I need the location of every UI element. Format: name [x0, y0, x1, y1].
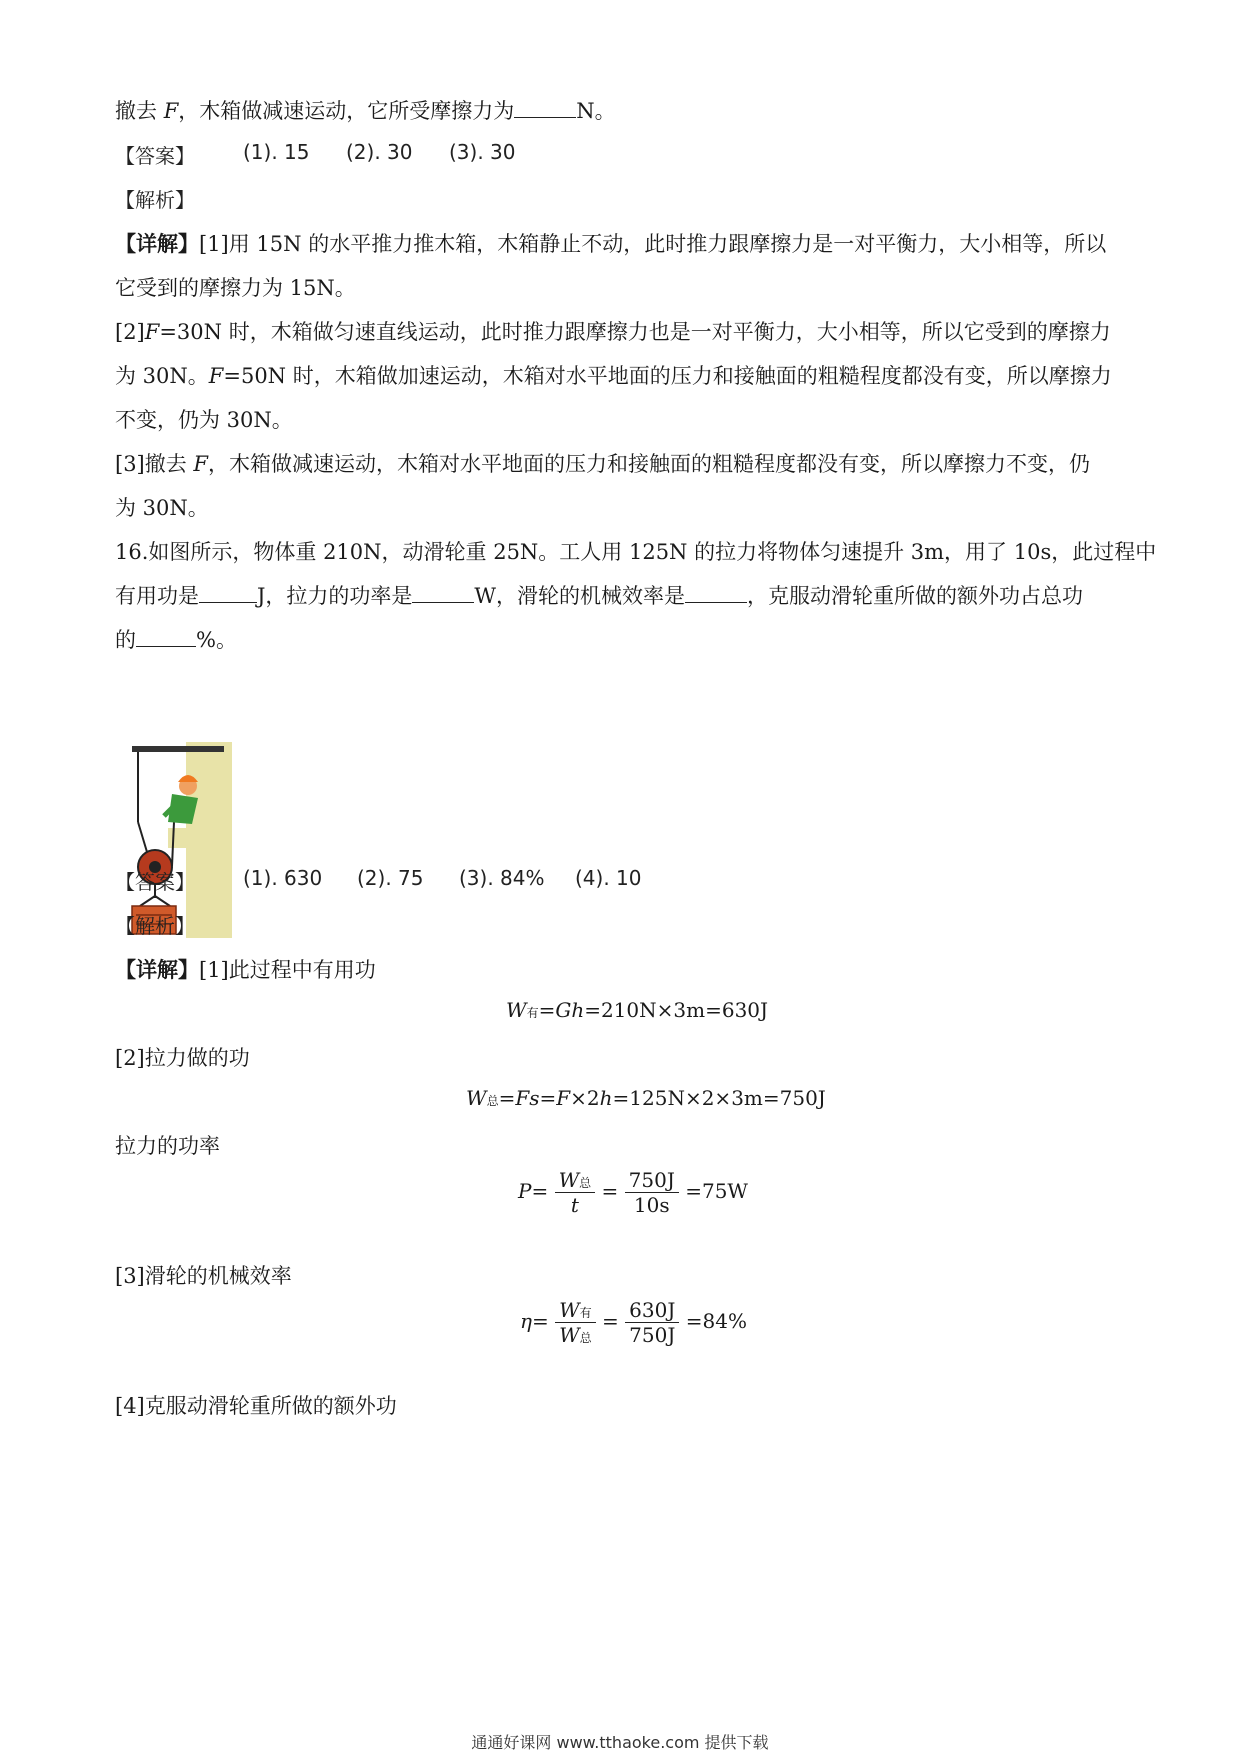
question-16-line-3: 的 %。	[115, 628, 237, 652]
detail-paragraph-2b: 为 30N。F=50N 时，木箱做加速运动，木箱对水平地面的压力和接触面的粗糙程度都没有变，所以摩擦力	[115, 364, 1112, 388]
detail-step-4: [3]滑轮的机械效率	[115, 1264, 292, 1288]
detail-step-3: 拉力的功率	[115, 1134, 220, 1158]
answer-1: (1). 15	[243, 140, 310, 164]
question-15-tail: 撤去 F，木箱做减速运动，它所受摩擦力为 N。	[115, 99, 616, 123]
answer-2: (2). 30	[346, 140, 413, 164]
answer-4: (4). 10	[575, 866, 642, 890]
analysis-tag: 【解析】	[115, 188, 195, 212]
detail-paragraph-1b: 它受到的摩擦力为 15N。	[115, 276, 356, 300]
equation-total-work: W总=Fs=F×2h=125N×2×3m=750J	[466, 1086, 826, 1110]
detail-paragraph-1a: 【详解】[1]用 15N 的水平推力推木箱，木箱静止不动，此时推力跟摩擦力是一对平衡力，大小相等，所以	[115, 231, 1107, 256]
equation-efficiency: η= $\frac{\text{W有}}{\text{W总}}$ = $\frac{630J}{750J}$ =84%	[520, 1298, 747, 1347]
footer: 通通好课网 www.tthaoke.com 提供下载	[471, 1733, 769, 1752]
detail-paragraph-2c: 不变，仍为 30N。	[115, 408, 293, 432]
answer-row-15	[115, 140, 715, 170]
detail-step-1: 【详解】[1]此过程中有用功	[115, 957, 376, 982]
detail-step-5: [4]克服动滑轮重所做的额外功	[115, 1394, 397, 1418]
detail-paragraph-2a: [2]F=30N 时，木箱做匀速直线运动，此时推力跟摩擦力也是一对平衡力，大小相等，所以它受到的摩擦力	[115, 320, 1111, 344]
detail-paragraph-3a: [3]撤去 F，木箱做减速运动，木箱对水平地面的压力和接触面的粗糙程度都没有变，所以摩擦力不变，仍	[115, 452, 1090, 476]
answer-tag: 【答案】	[115, 144, 195, 168]
answer-blank	[514, 99, 576, 118]
answer-3: (3). 84%	[459, 866, 545, 890]
answer-2: (2). 75	[357, 866, 424, 890]
equation-useful-work: W有=Gh=210N×3m=630J	[506, 998, 769, 1022]
question-16-line-1: 16.如图所示，物体重 210N，动滑轮重 25N。工人用 125N 的拉力将物体匀速提升 3m，用了 10s，此过程中	[115, 540, 1157, 564]
analysis-tag: 【解析】	[115, 914, 195, 938]
pulley-figure	[128, 742, 248, 938]
answer-row-16	[115, 866, 815, 896]
equation-power: P= $\frac{\text{W总}}{t}$ = $\frac{750J}{10s}$ =75W	[518, 1168, 748, 1217]
detail-paragraph-3b: 为 30N。	[115, 496, 209, 520]
answer-1: (1). 630	[243, 866, 323, 890]
detail-step-2: [2]拉力做的功	[115, 1046, 250, 1070]
question-16-line-2: 有用功是 J，拉力的功率是 W，滑轮的机械效率是 ，克服动滑轮重所做的额外功占总功	[115, 584, 1084, 608]
answer-3: (3). 30	[449, 140, 516, 164]
answer-tag: 【答案】	[115, 870, 195, 894]
